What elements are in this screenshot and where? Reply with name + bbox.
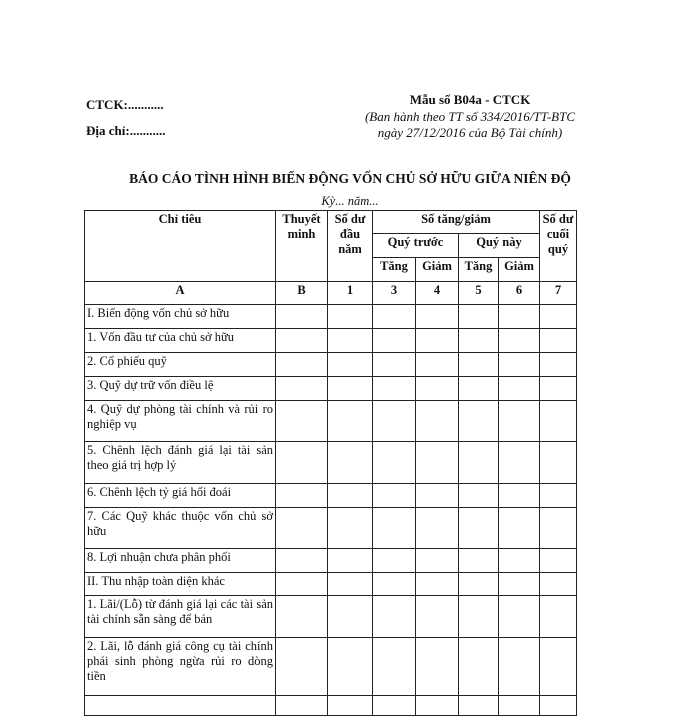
code-cell: 1 xyxy=(328,282,373,305)
row-label: 2. Lãi, lỗ đánh giá công cụ tài chính phái sinh phòng ngừa rủi ro dòng tiền xyxy=(85,638,276,696)
table-row xyxy=(85,508,577,549)
row-label: 4. Quỹ dự phòng tài chính và rủi ro nghiệp vụ xyxy=(85,401,276,442)
issued-line-2: ngày 27/12/2016 của Bộ Tài chính) xyxy=(377,125,563,140)
table-row xyxy=(85,329,577,353)
row-label: 2. Cổ phiếu quỹ xyxy=(85,353,276,377)
row-label: 8. Lợi nhuận chưa phân phối xyxy=(85,549,276,573)
row-label: 5. Chênh lệch đánh giá lại tài sản theo giá trị hợp lý xyxy=(85,442,276,484)
row-label: 3. Quỹ dự trữ vốn điều lệ xyxy=(85,377,276,401)
code-cell: 5 xyxy=(459,282,499,305)
code-cell: 6 xyxy=(499,282,540,305)
row-label: II. Thu nhập toàn diện khác xyxy=(85,573,276,596)
col-closing-header: Số dư cuối quý xyxy=(540,211,577,282)
form-reference xyxy=(350,92,590,141)
row-label: 1. Vốn đầu tư của chủ sở hữu xyxy=(85,329,276,353)
report-period: Kỳ... năm... xyxy=(321,194,379,208)
table-row xyxy=(85,696,577,716)
table-row xyxy=(85,305,577,329)
issued-line-1: (Ban hành theo TT số 334/2016/TT-BTC xyxy=(364,109,576,124)
report-title: BÁO CÁO TÌNH HÌNH BIẾN ĐỘNG VỐN CHỦ SỞ HỮU GIỮA NIÊN ĐỘ xyxy=(129,171,571,186)
col-decrease-header: Giảm xyxy=(499,258,540,282)
company-info xyxy=(86,92,165,144)
form-code: Mẫu số B04a - CTCK xyxy=(409,92,531,107)
row-label: 7. Các Quỹ khác thuộc vốn chủ sở hữu xyxy=(85,508,276,549)
code-cell: 4 xyxy=(416,282,459,305)
row-label: 6. Chênh lệch tỷ giá hối đoái xyxy=(85,484,276,508)
col-indicator-header: Chỉ tiêu xyxy=(85,211,276,282)
col-opening-header: Số dư đầu năm xyxy=(328,211,373,282)
table-row xyxy=(85,401,577,442)
table-row xyxy=(85,573,577,596)
table-row xyxy=(85,549,577,573)
code-cell: 7 xyxy=(540,282,577,305)
row-label: I. Biến động vốn chủ sở hữu xyxy=(85,305,276,329)
code-cell: B xyxy=(276,282,328,305)
col-note-header: Thuyết minh xyxy=(276,211,328,282)
col-decrease-header: Giảm xyxy=(416,258,459,282)
col-increase-header: Tăng xyxy=(459,258,499,282)
col-change-header: Số tăng/giảm xyxy=(373,211,540,234)
table-row xyxy=(85,596,577,638)
table-row xyxy=(85,442,577,484)
table-row xyxy=(85,484,577,508)
table-row xyxy=(85,353,577,377)
table-row xyxy=(85,638,577,696)
code-cell: 3 xyxy=(373,282,416,305)
address-line: Địa chỉ:........... xyxy=(86,123,166,138)
code-cell: A xyxy=(85,282,276,305)
col-this-quarter-header: Quý này xyxy=(459,234,540,258)
row-label: 1. Lãi/(Lỗ) từ đánh giá lại các tài sản tài chính sẵn sàng để bán xyxy=(85,596,276,638)
col-increase-header: Tăng xyxy=(373,258,416,282)
equity-changes-table xyxy=(84,210,577,716)
table-row xyxy=(85,377,577,401)
company-line: CTCK:........... xyxy=(86,97,164,112)
col-prev-quarter-header: Quý trước xyxy=(373,234,459,258)
